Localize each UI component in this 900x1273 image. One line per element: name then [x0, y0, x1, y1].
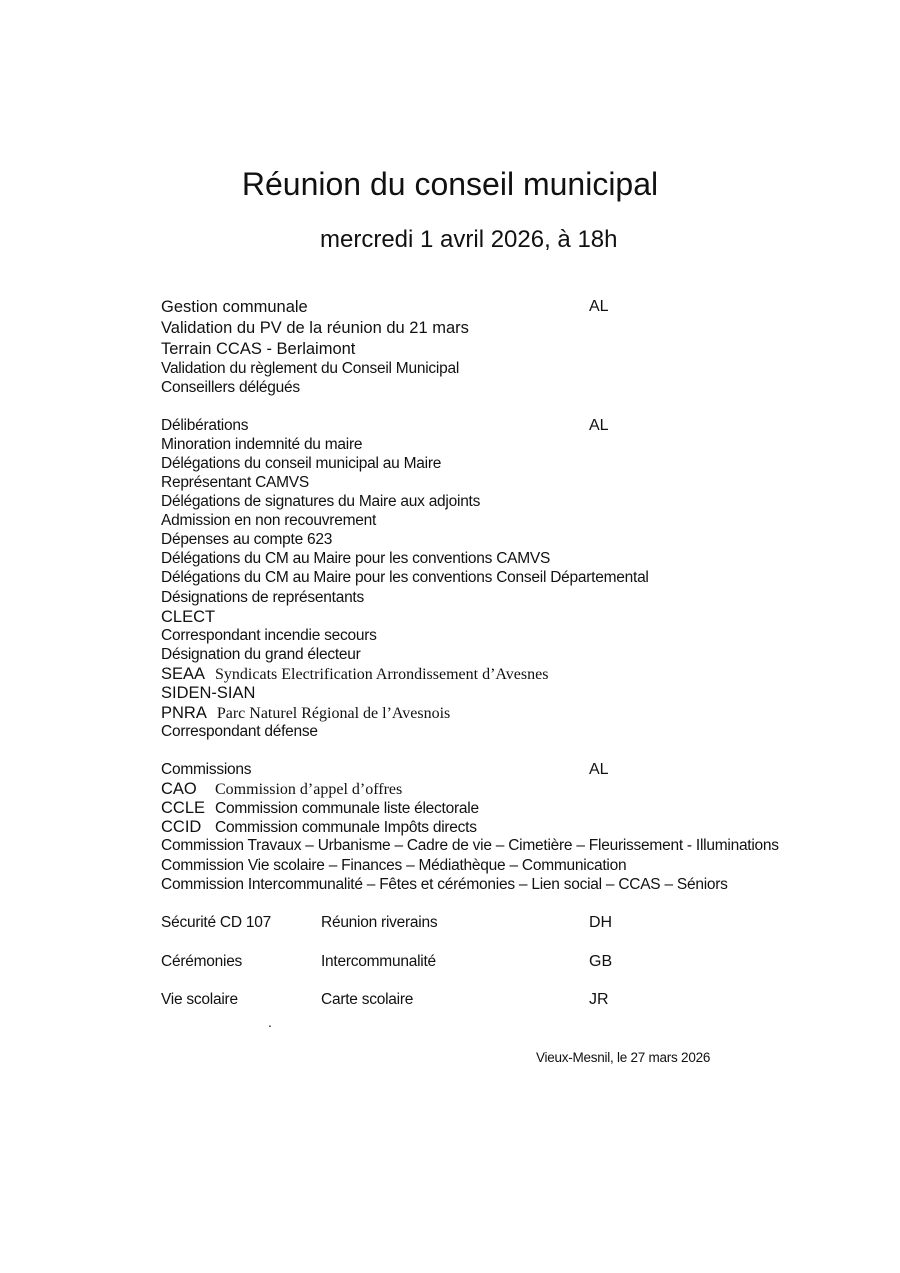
section-heading-commissions: Commissions: [161, 761, 252, 778]
seaa-code: SEAA: [161, 665, 206, 683]
topic-detail: Intercommunalité: [321, 953, 436, 970]
agenda-item: Validation du règlement du Conseil Municipal: [161, 360, 460, 377]
pnra-text: Parc Naturel Régional de l’Avesnois: [216, 705, 451, 722]
agenda-item: Désignations de représentants: [161, 589, 364, 606]
stray-dot: .: [268, 1014, 272, 1030]
section-owner-deliberations: AL: [589, 417, 609, 434]
agenda-item: Correspondant incendie secours: [161, 627, 377, 644]
meeting-title: Réunion du conseil municipal: [241, 166, 659, 202]
topic-label: Vie scolaire: [161, 991, 238, 1008]
topic-owner: DH: [589, 914, 613, 931]
topic-label: Cérémonies: [161, 953, 243, 970]
agenda-item: Admission en non recouvrement: [161, 512, 377, 529]
agenda-item: Terrain CCAS - Berlaimont: [161, 340, 356, 358]
agenda-item: Validation du PV de la réunion du 21 mars: [161, 319, 469, 337]
agenda-item: Commission Intercommunalité – Fêtes et cérémonies – Lien social – CCAS – Séniors: [161, 876, 728, 893]
agenda-item: Délégations du CM au Maire pour les conventions Conseil Départemental: [161, 569, 649, 586]
agenda-item: Conseillers délégués: [161, 379, 300, 396]
agenda-item: SIDEN-SIAN: [161, 684, 256, 702]
agenda-item: Minoration indemnité du maire: [161, 436, 363, 453]
agenda-item-ccid: [161, 818, 477, 837]
agenda-item: Commission Travaux – Urbanisme – Cadre de vie – Cimetière – Fleurissement - Illuminations: [161, 837, 779, 854]
agenda-item-cao: [161, 780, 402, 799]
agenda-item: Délégations du CM au Maire pour les conventions CAMVS: [161, 550, 551, 567]
agenda-item: Désignation du grand électeur: [161, 646, 361, 663]
meeting-date: mercredi 1 avril 2026, à 18h: [320, 226, 618, 253]
topic-owner: GB: [589, 953, 613, 970]
topic-detail: Carte scolaire: [321, 991, 414, 1008]
topic-owner: JR: [589, 991, 609, 1008]
ccid-text: Commission communale Impôts directs: [215, 819, 477, 836]
section-heading-gestion: Gestion communale: [161, 298, 308, 316]
agenda-item-ccle: [161, 799, 479, 818]
agenda-item-seaa: [161, 665, 548, 684]
agenda-item: Commission Vie scolaire – Finances – Médiathèque – Communication: [161, 857, 627, 874]
agenda-item: CLECT: [161, 608, 216, 626]
agenda-item: Représentant CAMVS: [161, 474, 309, 491]
agenda-item-pnra: [161, 704, 450, 723]
topic-detail: Réunion riverains: [321, 914, 438, 931]
ccle-text: Commission communale liste électorale: [215, 800, 479, 817]
cao-code: CAO: [161, 780, 197, 798]
agenda-item: Délégations du conseil municipal au Maire: [161, 455, 442, 472]
place-and-date: Vieux-Mesnil, le 27 mars 2026: [536, 1050, 711, 1065]
pnra-code: PNRA: [161, 704, 207, 722]
section-owner-commissions: AL: [589, 761, 609, 778]
agenda-item: Délégations de signatures du Maire aux adjoints: [161, 493, 481, 510]
agenda-item: Correspondant défense: [161, 723, 318, 740]
ccle-code: CCLE: [161, 799, 206, 817]
agenda-item: Dépenses au compte 623: [161, 531, 333, 548]
ccid-code: CCID: [161, 818, 202, 836]
section-owner-gestion: AL: [589, 298, 609, 315]
cao-text: Commission d’appel d’offres: [215, 781, 403, 798]
seaa-text: Syndicats Electrification Arrondissement d’Avesnes: [215, 666, 549, 683]
topic-label: Sécurité CD 107: [161, 914, 271, 931]
section-heading-deliberations: Délibérations: [161, 417, 249, 434]
